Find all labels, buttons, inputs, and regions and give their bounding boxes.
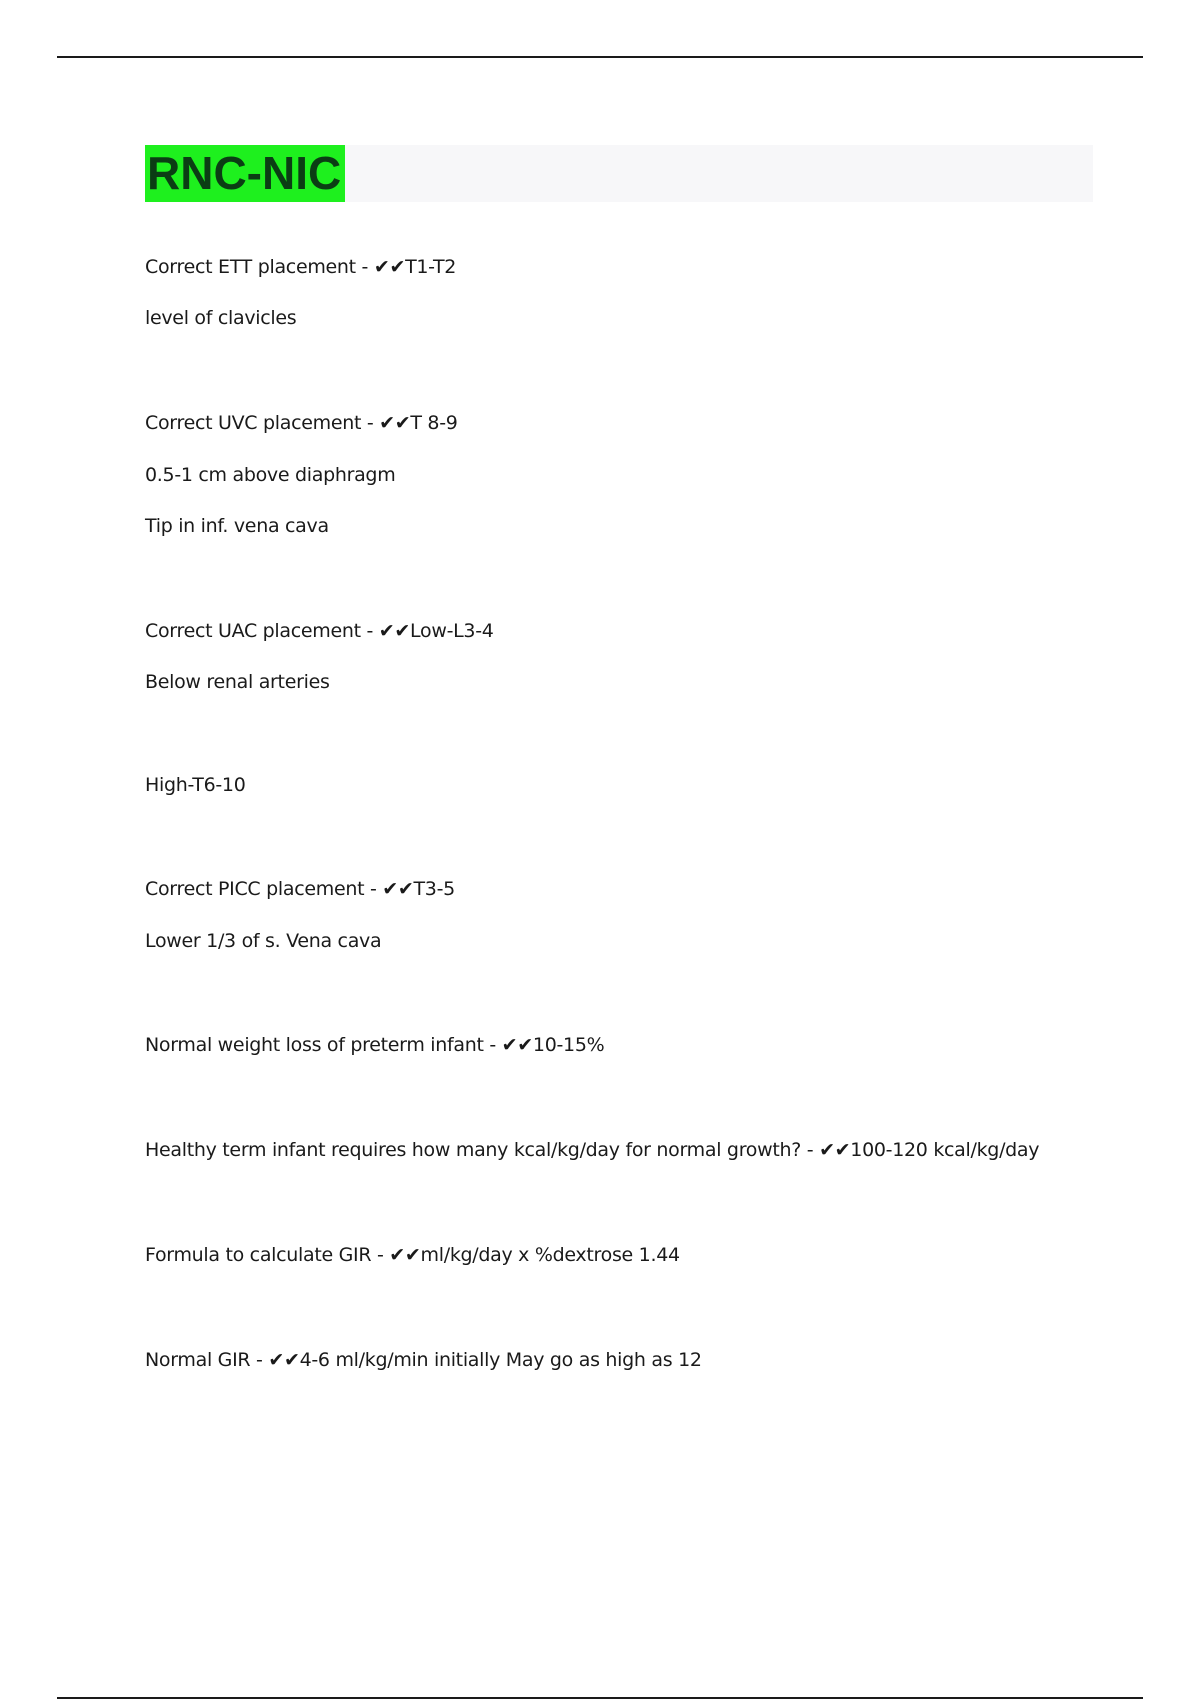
text-line: Below renal arteries (145, 671, 330, 693)
footer-rule (57, 1697, 1143, 1699)
text-line: Lower 1/3 of s. Vena cava (145, 930, 382, 952)
text-line: Correct UAC placement - ✔✔Low-L3-4 (145, 620, 494, 642)
header-rule (57, 56, 1143, 58)
text-line: Correct ETT placement - ✔✔T1-T2 (145, 256, 457, 278)
text-line: Correct PICC placement - ✔✔T3-5 (145, 878, 455, 900)
text-line: Tip in inf. vena cava (145, 515, 329, 537)
text-line: 0.5-1 cm above diaphragm (145, 464, 396, 486)
text-line: level of clavicles (145, 307, 297, 329)
text-line: High-T6-10 (145, 774, 246, 796)
text-line: Formula to calculate GIR - ✔✔ml/kg/day x %dextrose 1.44 (145, 1244, 680, 1266)
text-line: Healthy term infant requires how many kcal/kg/day for normal growth? - ✔✔100-120 kcal/kg/day (145, 1139, 1040, 1161)
text-line: Normal GIR - ✔✔4-6 ml/kg/min initially May go as high as 12 (145, 1349, 702, 1371)
text-line: Correct UVC placement - ✔✔T 8-9 (145, 412, 458, 434)
page-title: RNC-NIC (145, 145, 345, 202)
text-line: Normal weight loss of preterm infant - ✔✔10-15% (145, 1034, 605, 1056)
